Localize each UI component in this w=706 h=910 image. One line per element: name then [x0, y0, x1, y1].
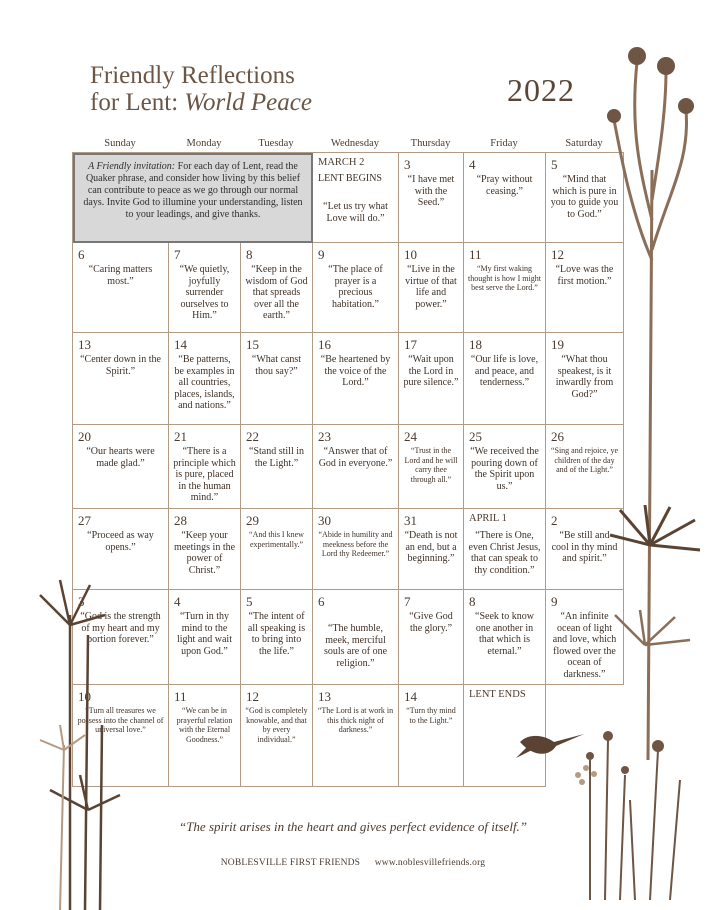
day-number: 7 — [404, 594, 411, 609]
weekday-header-saturday: Saturday — [565, 138, 603, 149]
day-cell — [313, 153, 399, 243]
day-number: MARCH 2 — [318, 157, 365, 168]
calendar-year: 2022 — [507, 72, 575, 108]
daily-quote: “And this I knew experimentally.” — [249, 530, 304, 549]
day-cell — [464, 425, 546, 509]
day-number: 9 — [318, 247, 325, 262]
daily-quote: “God is completely knowable, and that by every individual.” — [245, 706, 308, 744]
day-number: 11 — [174, 689, 187, 704]
daily-quote: “Give God the glory.” — [409, 611, 453, 634]
page-title — [90, 62, 312, 116]
title-line-2 — [90, 89, 312, 116]
daily-quote: “Be patterns, be examples in all countries, places, islands, and nations.” — [174, 354, 235, 411]
day-number: LENT ENDS — [469, 689, 526, 700]
day-cell — [399, 333, 464, 425]
day-number: 14 — [404, 689, 417, 704]
day-cell — [399, 243, 464, 333]
day-cell — [313, 509, 399, 590]
day-cell — [399, 685, 464, 787]
daily-quote: “Live in the virtue of that life and power.” — [405, 264, 457, 310]
daily-quote: “Love was the first motion.” — [555, 264, 614, 287]
daily-quote: “Abide in humility and meekness before the Lord thy Redeemer.” — [318, 530, 393, 558]
day-number: 3 — [404, 157, 411, 172]
daily-quote: “Turn in thy mind to the light and wait upon God.” — [177, 611, 232, 657]
day-number: 10 — [404, 247, 417, 262]
daily-quote: “God is the strength of my heart and my portion forever.” — [80, 611, 161, 645]
footer — [0, 858, 706, 868]
day-number: 6 — [78, 247, 85, 262]
daily-quote: “Let us try what Love will do.” — [323, 201, 388, 224]
day-number: 8 — [469, 594, 476, 609]
weekday-header-thursday: Thursday — [410, 138, 451, 149]
day-number: 22 — [246, 429, 259, 444]
day-number: 28 — [174, 513, 187, 528]
day-number: 10 — [78, 689, 91, 704]
closing-quote: “The spirit arises in the heart and gives perfect evidence of itself.” — [178, 819, 528, 834]
daily-quote: “Our hearts were made glad.” — [86, 446, 155, 469]
day-number: 23 — [318, 429, 331, 444]
day-number: 8 — [246, 247, 253, 262]
invitation-text — [81, 161, 305, 221]
day-cell — [241, 243, 313, 333]
day-cell — [169, 425, 241, 509]
day-number: 11 — [469, 247, 482, 262]
day-cell — [169, 685, 241, 787]
daily-quote: “There is a principle which is pure, placed in the human mind.” — [173, 446, 236, 503]
daily-quote: “What thou speakest, is it inwardly from God?” — [555, 354, 614, 400]
daily-quote: “Be heartened by the voice of the Lord.” — [320, 354, 391, 388]
day-cell — [313, 685, 399, 787]
weekday-header-friday: Friday — [490, 138, 518, 149]
daily-quote: “Turn thy mind to the Light.” — [406, 706, 456, 725]
footer-organization: NOBLESVILLE FIRST FRIENDS — [220, 858, 361, 868]
day-number: 15 — [246, 337, 259, 352]
daily-quote: “Stand still in the Light.” — [249, 446, 304, 469]
day-number: 5 — [246, 594, 253, 609]
daily-quote: “An infinite ocean of light and love, which flowed over the ocean of darkness.” — [552, 611, 617, 680]
day-cell — [399, 153, 464, 243]
day-cell — [73, 243, 169, 333]
day-cell — [464, 590, 546, 685]
day-number: 6 — [318, 594, 325, 609]
day-number: 5 — [551, 157, 558, 172]
day-number: 18 — [469, 337, 482, 352]
day-number: 12 — [246, 689, 259, 704]
day-cell — [241, 685, 313, 787]
day-number: 27 — [78, 513, 91, 528]
day-number: 13 — [318, 689, 331, 704]
day-cell — [313, 243, 399, 333]
title-line-1: Friendly Reflections — [90, 62, 295, 89]
title-theme: World Peace — [184, 89, 312, 116]
daily-quote: “Our life is love, and peace, and tenderness.” — [470, 354, 539, 388]
invitation-lead: A Friendly invitation: — [88, 161, 176, 172]
day-number: 29 — [246, 513, 259, 528]
day-cell — [241, 333, 313, 425]
daily-quote: “Caring matters most.” — [88, 264, 153, 287]
day-cell — [169, 243, 241, 333]
day-number: 30 — [318, 513, 331, 528]
day-number: 26 — [551, 429, 564, 444]
daily-quote: “Seek to know one another in that which is eternal.” — [475, 611, 534, 657]
title-prefix: for Lent: — [90, 89, 185, 116]
daily-quote: “Keep in the wisdom of God that spreads over all the earth.” — [245, 264, 308, 321]
hummingbird-icon — [516, 724, 586, 764]
day-number: 7 — [174, 247, 181, 262]
day-cell — [73, 333, 169, 425]
daily-quote: “Be still and cool in thy mind and spirit.” — [551, 530, 618, 564]
footer-website-link[interactable]: www.noblesvillefriends.org — [374, 858, 486, 868]
day-number: 3 — [78, 594, 85, 609]
day-number: 12 — [551, 247, 564, 262]
daily-quote: “Turn all treasures we possess into the channel of universal love.” — [77, 706, 164, 734]
day-number: 17 — [404, 337, 417, 352]
weekday-header-monday: Monday — [186, 138, 222, 149]
daily-quote: “I have met with the Seed.” — [407, 174, 455, 208]
daily-quote: “Death is not an end, but a beginning.” — [404, 530, 458, 564]
day-number: 25 — [469, 429, 482, 444]
day-cell — [241, 590, 313, 685]
day-cell — [313, 590, 399, 685]
daily-quote: “What canst thou say?” — [251, 354, 302, 377]
daily-quote: “The place of prayer is a precious habitation.” — [328, 264, 383, 310]
day-number: 2 — [551, 513, 558, 528]
daily-quote: “We quietly, joyfully surrender ourselves to Him.” — [179, 264, 230, 321]
daily-quote: “Center down in the Spirit.” — [80, 354, 161, 377]
day-cell — [241, 425, 313, 509]
day-number: 9 — [551, 594, 558, 609]
calendar-grid — [72, 152, 624, 787]
day-cell — [313, 333, 399, 425]
day-number: 20 — [78, 429, 91, 444]
day-number: 31 — [404, 513, 417, 528]
day-cell — [399, 590, 464, 685]
day-number: 13 — [78, 337, 91, 352]
invitation-body: For each day of Lent, read the Quaker phrase, and consider how living by this belief can contribute to peace as we go through our normal days. Invite God to illumine your understanding, listen to your leadings, and give thanks. — [83, 161, 303, 220]
daily-quote: “We can be in prayerful relation with the Eternal Goodness.” — [176, 706, 233, 744]
day-cell — [169, 509, 241, 590]
daily-quote: “Sing and rejoice, ye children of the day and of the Light.” — [550, 446, 619, 474]
day-cell — [464, 243, 546, 333]
day-cell — [169, 590, 241, 685]
day-number: 14 — [174, 337, 187, 352]
daily-quote: “Answer that of God in everyone.” — [318, 446, 393, 469]
season-label: LENT BEGINS — [318, 173, 382, 184]
day-cell — [464, 153, 546, 243]
daily-quote: “We received the pouring down of the Spirit upon us.” — [470, 446, 539, 492]
palm-leaves-illustration — [600, 505, 706, 735]
day-number: 19 — [551, 337, 564, 352]
daily-quote: “There is One, even Christ Jesus, that can speak to thy condition.” — [468, 530, 541, 576]
weekday-header-tuesday: Tuesday — [258, 138, 294, 149]
day-cell — [464, 509, 546, 590]
day-number: 24 — [404, 429, 417, 444]
weekday-header-sunday: Sunday — [104, 138, 136, 149]
day-cell — [399, 509, 464, 590]
daily-quote: “The humble, meek, merciful souls are of one religion.” — [323, 623, 388, 669]
daily-quote: “Trust in the Lord and he will carry thee through all.” — [404, 446, 458, 484]
day-number: 21 — [174, 429, 187, 444]
daily-quote: “Mind that which is pure in you to guide you to God.” — [550, 174, 619, 220]
invitation-box — [73, 153, 313, 243]
day-number: 16 — [318, 337, 331, 352]
daily-quote: “The Lord is at work in this thick night of darkness.” — [317, 706, 394, 734]
day-cell — [241, 509, 313, 590]
day-cell — [464, 333, 546, 425]
day-cell — [313, 425, 399, 509]
day-cell — [399, 425, 464, 509]
daily-quote: “Proceed as way opens.” — [87, 530, 154, 553]
daily-quote: “Wait upon the Lord in pure silence.” — [403, 354, 459, 388]
day-cell — [73, 425, 169, 509]
daily-quote: “My first waking thought is how I might best serve the Lord.” — [468, 264, 541, 292]
weekday-header-wednesday: Wednesday — [330, 138, 380, 149]
daily-quote: “Pray without ceasing.” — [476, 174, 533, 197]
day-number: APRIL 1 — [469, 513, 507, 524]
day-number: 4 — [469, 157, 476, 172]
day-number: 4 — [174, 594, 181, 609]
daily-quote: “The intent of all speaking is to bring into the life.” — [247, 611, 306, 657]
day-cell — [169, 333, 241, 425]
daily-quote: “Keep your meetings in the power of Christ.” — [173, 530, 236, 576]
